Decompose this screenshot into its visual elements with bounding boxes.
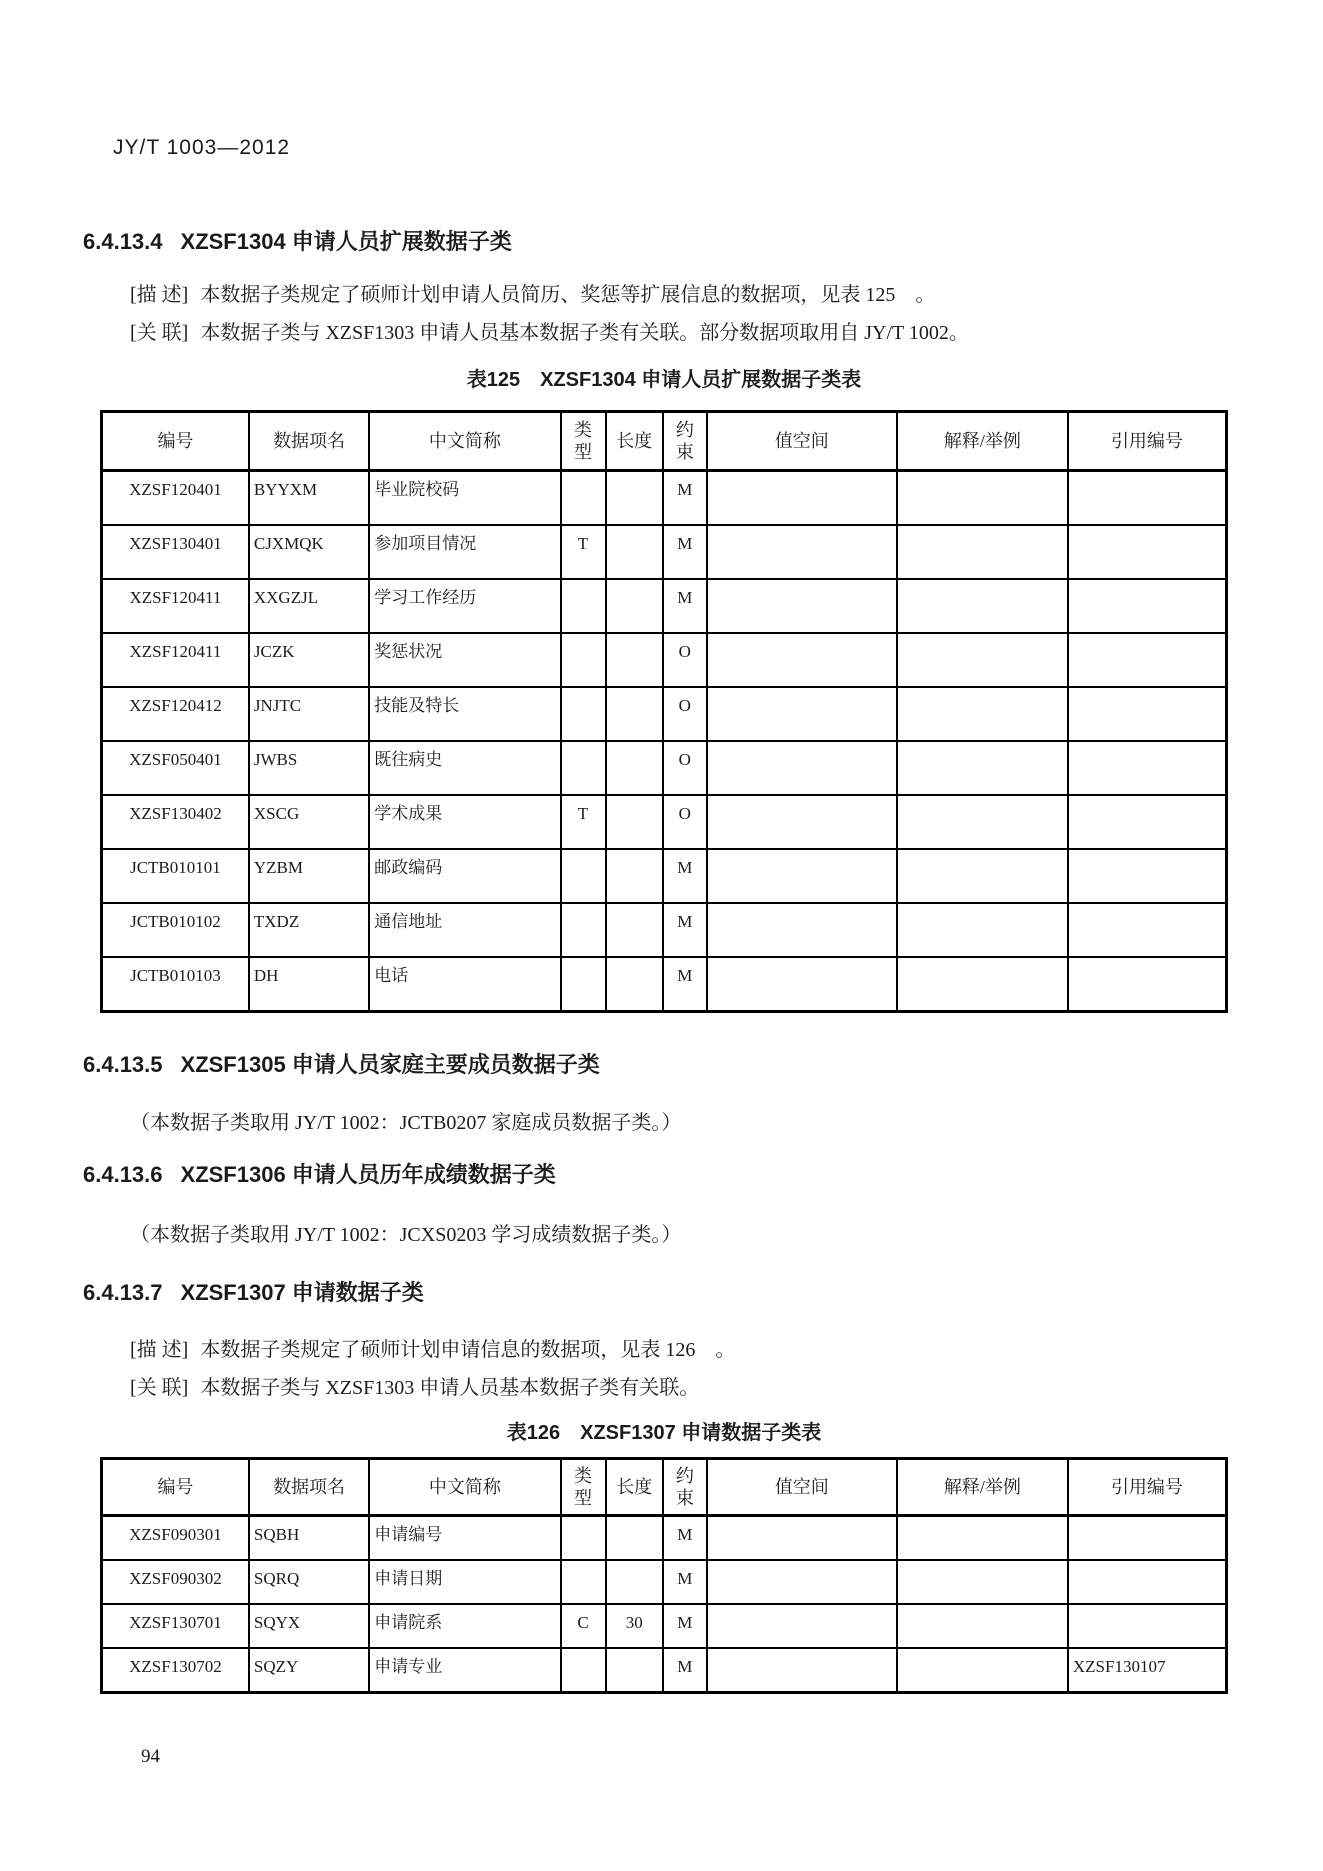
table-cell xyxy=(707,687,897,741)
table-cell xyxy=(606,1648,663,1693)
desc-text: 本数据子类规定了硕师计划申请人员简历、奖惩等扩展信息的数据项，见表 125 。 xyxy=(200,284,936,306)
table-cell: DH xyxy=(249,957,369,1012)
column-header: 引用编号 xyxy=(1068,1459,1227,1516)
column-header: 类 型 xyxy=(561,412,606,471)
table-cell: M xyxy=(663,957,707,1012)
table-cell xyxy=(606,525,663,579)
table-cell: T xyxy=(561,795,606,849)
table-cell xyxy=(561,957,606,1012)
table-cell: O xyxy=(663,795,707,849)
table-cell: T xyxy=(561,525,606,579)
section-heading-6-4-13-5 xyxy=(83,1051,1228,1079)
table-cell xyxy=(1068,633,1227,687)
table-cell xyxy=(606,633,663,687)
section-number: 6.4.13.6 xyxy=(83,1162,163,1187)
table-cell xyxy=(897,687,1068,741)
desc-label: [描 述] xyxy=(130,284,189,306)
column-header: 解释/举例 xyxy=(897,412,1068,471)
table-cell: XZSF090302 xyxy=(102,1560,249,1604)
table-125 xyxy=(100,410,1228,1013)
note-paragraph: （本数据子类取用 JY/T 1002：JCXS0203 学习成绩数据子类。） xyxy=(130,1224,682,1246)
table-cell xyxy=(561,849,606,903)
table-row xyxy=(102,1604,1227,1648)
table-cell: 申请院系 xyxy=(369,1604,560,1648)
table-cell xyxy=(897,903,1068,957)
table-cell: XZSF130401 xyxy=(102,525,249,579)
relation-paragraph xyxy=(130,314,1228,352)
column-header: 编号 xyxy=(102,1459,249,1516)
table-cell: 申请编号 xyxy=(369,1516,560,1561)
table-cell xyxy=(561,1648,606,1693)
table-cell xyxy=(1068,687,1227,741)
table-cell xyxy=(897,1648,1068,1693)
table-cell xyxy=(707,1516,897,1561)
table-cell xyxy=(707,741,897,795)
table-cell: 毕业院校码 xyxy=(369,471,560,526)
table-cell xyxy=(897,1516,1068,1561)
table-cell: 既往病史 xyxy=(369,741,560,795)
table-cell: XSCG xyxy=(249,795,369,849)
table-cell: XZSF120412 xyxy=(102,687,249,741)
table-cell xyxy=(897,633,1068,687)
table-cell: SQBH xyxy=(249,1516,369,1561)
table-cell xyxy=(561,903,606,957)
table-cell xyxy=(606,741,663,795)
section-number: 6.4.13.7 xyxy=(83,1280,163,1305)
table-cell xyxy=(561,579,606,633)
table-cell xyxy=(707,579,897,633)
table-cell: XZSF050401 xyxy=(102,741,249,795)
table-cell xyxy=(897,1604,1068,1648)
section-number: 6.4.13.4 xyxy=(83,229,163,254)
table-cell xyxy=(561,741,606,795)
desc-label: [描 述] xyxy=(130,1339,189,1361)
table-cell: JCZK xyxy=(249,633,369,687)
table-cell xyxy=(707,1648,897,1693)
section-title: XZSF1307 申请数据子类 xyxy=(180,1280,424,1305)
table-cell: XZSF130701 xyxy=(102,1604,249,1648)
table-cell: M xyxy=(663,1648,707,1693)
table-cell: M xyxy=(663,579,707,633)
section-1307-paragraphs xyxy=(100,1331,1228,1407)
desc-paragraph xyxy=(130,1331,1228,1369)
table-126 xyxy=(100,1457,1228,1694)
column-header: 长度 xyxy=(606,1459,663,1516)
table-cell xyxy=(707,849,897,903)
table-row xyxy=(102,1516,1227,1561)
table-row xyxy=(102,579,1227,633)
column-header: 中文简称 xyxy=(369,1459,560,1516)
column-header: 长度 xyxy=(606,412,663,471)
table-cell: XZSF130107 xyxy=(1068,1648,1227,1693)
table-cell: BYYXM xyxy=(249,471,369,526)
table-cell xyxy=(606,1560,663,1604)
header-row xyxy=(102,412,1227,471)
table-cell xyxy=(561,1516,606,1561)
section-1304-paragraphs xyxy=(100,276,1228,352)
table-row xyxy=(102,471,1227,526)
table-cell: 奖惩状况 xyxy=(369,633,560,687)
table-cell: XZSF130702 xyxy=(102,1648,249,1693)
table-cell xyxy=(707,957,897,1012)
table-row xyxy=(102,687,1227,741)
table-cell xyxy=(707,471,897,526)
column-header: 编号 xyxy=(102,412,249,471)
table-125-title: 表125 XZSF1304 申请人员扩展数据子类表 xyxy=(466,369,862,391)
column-header: 引用编号 xyxy=(1068,412,1227,471)
table-125-body xyxy=(102,471,1227,1012)
page-number: 94 xyxy=(141,1746,160,1767)
table-cell: YZBM xyxy=(249,849,369,903)
table-cell: SQRQ xyxy=(249,1560,369,1604)
table-cell: CJXMQK xyxy=(249,525,369,579)
table-126-body xyxy=(102,1516,1227,1693)
table-cell: 30 xyxy=(606,1604,663,1648)
table-row xyxy=(102,741,1227,795)
table-cell: 电话 xyxy=(369,957,560,1012)
table-cell: O xyxy=(663,741,707,795)
table-cell: JCTB010102 xyxy=(102,903,249,957)
table-cell xyxy=(1068,795,1227,849)
table-cell: 学习工作经历 xyxy=(369,579,560,633)
relation-label: [关 联] xyxy=(130,1377,189,1399)
table-cell: 邮政编码 xyxy=(369,849,560,903)
table-cell xyxy=(897,849,1068,903)
table-row xyxy=(102,1648,1227,1693)
column-header: 数据项名 xyxy=(249,1459,369,1516)
header-row xyxy=(102,1459,1227,1516)
table-cell xyxy=(1068,579,1227,633)
note-paragraph: （本数据子类取用 JY/T 1002：JCTB0207 家庭成员数据子类。） xyxy=(130,1112,682,1134)
table-cell xyxy=(707,633,897,687)
table-cell: 技能及特长 xyxy=(369,687,560,741)
table-cell: XXGZJL xyxy=(249,579,369,633)
table-cell: JNJTC xyxy=(249,687,369,741)
table-cell xyxy=(1068,525,1227,579)
table-cell xyxy=(1068,1560,1227,1604)
column-header: 约 束 xyxy=(663,412,707,471)
table-cell: JWBS xyxy=(249,741,369,795)
table-cell: O xyxy=(663,687,707,741)
table-cell xyxy=(897,957,1068,1012)
desc-paragraph xyxy=(130,276,1228,314)
table-cell: 通信地址 xyxy=(369,903,560,957)
table-cell xyxy=(897,471,1068,526)
table-row xyxy=(102,849,1227,903)
section-heading-6-4-13-7 xyxy=(83,1279,1228,1307)
relation-text: 本数据子类与 XZSF1303 申请人员基本数据子类有关联。 xyxy=(200,1377,700,1399)
section-number: 6.4.13.5 xyxy=(83,1052,163,1077)
section-heading-6-4-13-4 xyxy=(83,228,1228,256)
column-header: 中文简称 xyxy=(369,412,560,471)
table-cell xyxy=(1068,741,1227,795)
table-cell: M xyxy=(663,1604,707,1648)
table-cell: XZSF120401 xyxy=(102,471,249,526)
table-cell xyxy=(606,471,663,526)
table-cell xyxy=(1068,471,1227,526)
section-title: XZSF1306 申请人员历年成绩数据子类 xyxy=(180,1162,556,1187)
table-cell xyxy=(1068,957,1227,1012)
table-126-header xyxy=(102,1459,1227,1516)
table-cell xyxy=(606,795,663,849)
table-cell xyxy=(897,1560,1068,1604)
table-cell: M xyxy=(663,903,707,957)
table-cell: JCTB010101 xyxy=(102,849,249,903)
table-cell xyxy=(707,1604,897,1648)
table-cell: XZSF120411 xyxy=(102,633,249,687)
table-cell: M xyxy=(663,849,707,903)
table-cell: O xyxy=(663,633,707,687)
table-cell: M xyxy=(663,471,707,526)
table-125-header xyxy=(102,412,1227,471)
table-cell xyxy=(897,579,1068,633)
doc-code: JY/T 1003—2012 xyxy=(113,136,291,159)
table-cell xyxy=(1068,1604,1227,1648)
table-cell xyxy=(561,471,606,526)
table-cell xyxy=(1068,1516,1227,1561)
table-cell: TXDZ xyxy=(249,903,369,957)
table-row xyxy=(102,633,1227,687)
relation-label: [关 联] xyxy=(130,322,189,344)
table-cell: M xyxy=(663,1560,707,1604)
section-title: XZSF1304 申请人员扩展数据子类 xyxy=(180,229,512,254)
table-cell: C xyxy=(561,1604,606,1648)
table-row xyxy=(102,957,1227,1012)
table-126-title: 表126 XZSF1307 申请数据子类表 xyxy=(506,1422,822,1444)
column-header: 类 型 xyxy=(561,1459,606,1516)
table-cell: SQZY xyxy=(249,1648,369,1693)
section-heading-6-4-13-6 xyxy=(83,1161,1228,1189)
column-header: 解释/举例 xyxy=(897,1459,1068,1516)
table-cell: 学术成果 xyxy=(369,795,560,849)
table-cell xyxy=(897,741,1068,795)
table-cell xyxy=(606,957,663,1012)
column-header: 值空间 xyxy=(707,1459,897,1516)
table-row xyxy=(102,525,1227,579)
table-cell xyxy=(707,1560,897,1604)
relation-text: 本数据子类与 XZSF1303 申请人员基本数据子类有关联。部分数据项取用自 JY/T 1002。 xyxy=(200,322,969,344)
table-cell: 申请日期 xyxy=(369,1560,560,1604)
table-cell xyxy=(606,849,663,903)
table-cell xyxy=(707,795,897,849)
table-cell: JCTB010103 xyxy=(102,957,249,1012)
table-cell: 申请专业 xyxy=(369,1648,560,1693)
table-cell xyxy=(897,795,1068,849)
table-cell xyxy=(561,633,606,687)
table-cell: M xyxy=(663,1516,707,1561)
relation-paragraph xyxy=(130,1369,1228,1407)
section-title: XZSF1305 申请人员家庭主要成员数据子类 xyxy=(180,1052,600,1077)
table-cell: XZSF120411 xyxy=(102,579,249,633)
table-cell xyxy=(1068,903,1227,957)
table-cell xyxy=(1068,849,1227,903)
table-row xyxy=(102,903,1227,957)
table-cell: SQYX xyxy=(249,1604,369,1648)
table-cell xyxy=(606,579,663,633)
table-cell: XZSF130402 xyxy=(102,795,249,849)
desc-text: 本数据子类规定了硕师计划申请信息的数据项，见表 126 。 xyxy=(200,1339,736,1361)
column-header: 约 束 xyxy=(663,1459,707,1516)
table-cell xyxy=(561,687,606,741)
table-cell xyxy=(606,903,663,957)
column-header: 数据项名 xyxy=(249,412,369,471)
table-cell: 参加项目情况 xyxy=(369,525,560,579)
table-cell xyxy=(897,525,1068,579)
table-row xyxy=(102,795,1227,849)
table-cell: XZSF090301 xyxy=(102,1516,249,1561)
table-cell xyxy=(561,1560,606,1604)
table-cell xyxy=(606,687,663,741)
table-cell xyxy=(606,1516,663,1561)
table-cell xyxy=(707,903,897,957)
table-cell xyxy=(707,525,897,579)
table-row xyxy=(102,1560,1227,1604)
column-header: 值空间 xyxy=(707,412,897,471)
table-cell: M xyxy=(663,525,707,579)
